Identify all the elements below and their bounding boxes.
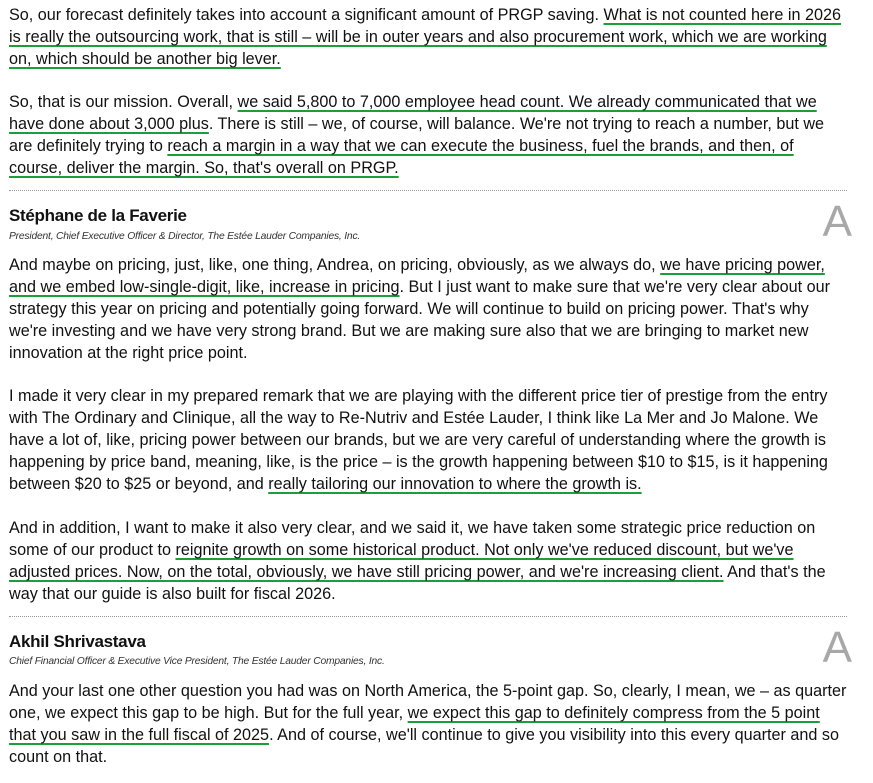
answer-role-marker: A xyxy=(822,197,852,246)
highlighted-text: really tailoring our innovation to where the growth is. xyxy=(268,475,642,493)
highlighted-text: we said 5,800 to 7,000 employee head count. We already communicated that we have done about 3,000 plus xyxy=(9,93,817,133)
highlighted-text: we expect this gap to definitely compress from the 5 point that you saw in the full fiscal of 2025 xyxy=(9,704,820,744)
text-segment: . But I just want to make sure that we're very clear about our strategy this year on pricing and potentially going forward. We will continue to build on pricing power. That's why we're investing and we have very strong brand. But we are making sure also that we are bringing to market new innovation at the right price point. xyxy=(9,278,830,362)
paragraph-prgp-forecast xyxy=(9,4,851,70)
text-segment: . There is still – we, of course, will balance. We're not trying to reach a number, but we are definitely trying to xyxy=(9,115,825,155)
speaker-name: Akhil Shrivastava xyxy=(9,632,146,651)
highlighted-text: reach a margin in a way that we can execute the business, fuel the brands, and then, of course, deliver the margin. So, that's overall on PRGP. xyxy=(9,137,794,177)
text-segment: I made it very clear in my prepared remark that we are playing with the different price tier of prestige from the entry with The Ordinary and Clinique, all the way to Re-Nutriv and Estée Lauder, I think like La Mer and Jo Malone. We have a lot of, like, pricing power between our brands, but we are very careful of understanding where the growth is happening by price band, meaning, like, is the price – is the growth happening between $10 to $15, is it happening between $20 to $25 or beyond, and xyxy=(9,387,828,493)
paragraph-price-tiers xyxy=(9,385,851,495)
speaker-title: President, Chief Executive Officer & Director, The Estée Lauder Companies, Inc. xyxy=(9,231,361,242)
highlighted-text: reignite growth on some historical product. Not only we've reduced discount, but we've adjusted prices. Now, on the total, obviously, we have still pricing power, and we're increasing client. xyxy=(9,541,794,581)
paragraph-north-america-gap xyxy=(9,680,851,768)
text-segment: And maybe on pricing, just, like, one thing, Andrea, on pricing, obviously, as we always do, xyxy=(9,256,661,274)
paragraph-prgp-mission xyxy=(9,91,851,179)
text-segment: So, our forecast definitely takes into account a significant amount of PRGP saving. xyxy=(9,6,604,24)
answer-role-marker: A xyxy=(822,623,852,672)
section-divider xyxy=(9,190,847,191)
highlighted-text: we have pricing power, and we embed low-single-digit, like, increase in pricing xyxy=(9,256,825,296)
text-segment: And that's the way that our guide is also built for fiscal 2026. xyxy=(9,563,826,603)
section-divider xyxy=(9,616,847,617)
paragraph-price-reduction xyxy=(9,517,851,605)
text-segment: And your last one other question you had was on North America, the 5-point gap. So, clearly, I mean, we – as quarter one, we expect this gap to be high. But for the full year, xyxy=(9,682,847,722)
paragraph-pricing-power xyxy=(9,254,851,364)
speaker-name: Stéphane de la Faverie xyxy=(9,206,187,225)
text-segment: So, that is our mission. Overall, xyxy=(9,93,238,111)
text-segment: . And of course, we'll continue to give you visibility into this every quarter and so count on that. xyxy=(9,726,840,766)
highlighted-text: What is not counted here in 2026 is really the outsourcing work, that is still – will be in outer years and also procurement work, which we are working on, which should be another big lever. xyxy=(9,6,842,68)
speaker-title: Chief Financial Officer & Executive Vice President, The Estée Lauder Companies, Inc. xyxy=(9,656,385,667)
text-segment: And in addition, I want to make it also very clear, and we said it, we have taken some strategic price reduction on some of our product to xyxy=(9,519,816,559)
